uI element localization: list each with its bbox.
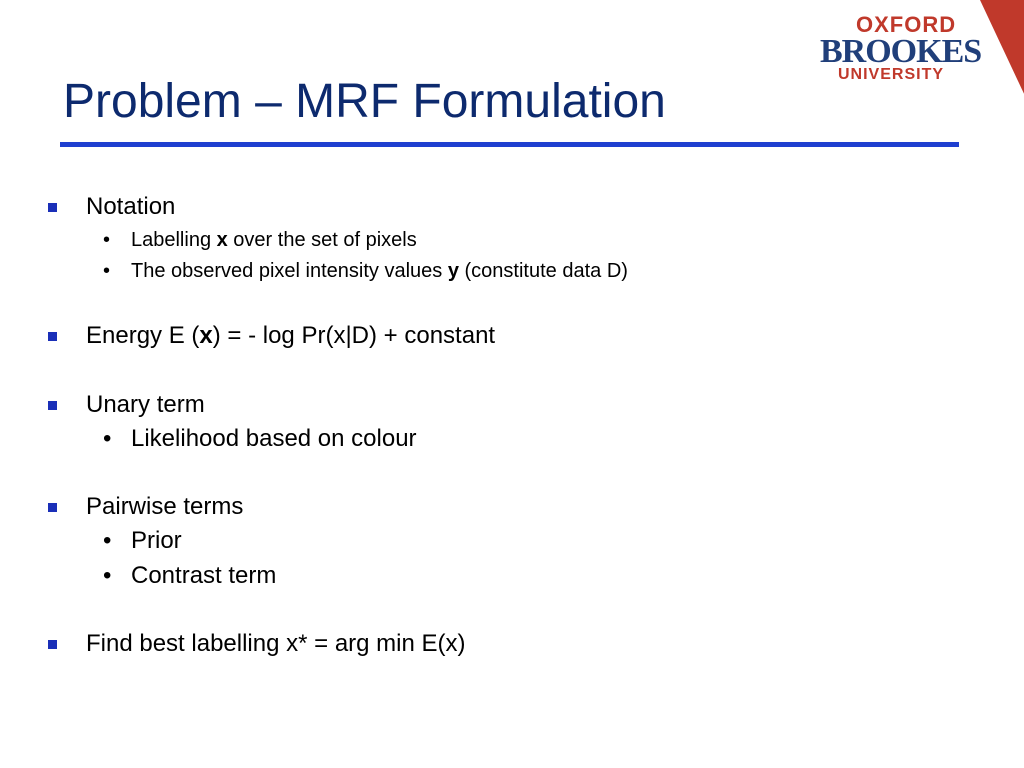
slide-title: Problem – MRF Formulation bbox=[63, 75, 666, 128]
sub-bullet-observed-intensity: • The observed pixel intensity values y (constitute data D) bbox=[131, 259, 628, 283]
sub-bullet-prior: • Prior bbox=[131, 527, 182, 555]
sub-bullet-labelling: • Labelling x over the set of pixels bbox=[131, 228, 417, 252]
logo-university: UNIVERSITY bbox=[838, 66, 945, 83]
bullet-find-best-labelling: Find best labelling x* = arg min E(x) bbox=[86, 630, 466, 657]
sub-bullet-likelihood: • Likelihood based on colour bbox=[131, 425, 417, 453]
logo-oxford: OXFORD bbox=[856, 12, 957, 37]
bullet-notation: Notation bbox=[86, 193, 176, 220]
bullet-pairwise-terms: Pairwise terms bbox=[86, 493, 244, 520]
oxford-brookes-logo bbox=[818, 6, 1024, 98]
sub-bullet-contrast-term: • Contrast term bbox=[131, 562, 276, 590]
logo-brookes: BROOKES bbox=[820, 33, 982, 70]
bullet-energy: Energy E (x) = - log Pr(x|D) + constant bbox=[86, 322, 496, 349]
bullet-unary-term: Unary term bbox=[86, 391, 205, 418]
title-underline bbox=[60, 142, 959, 147]
logo-red-triangle bbox=[976, 0, 1024, 100]
